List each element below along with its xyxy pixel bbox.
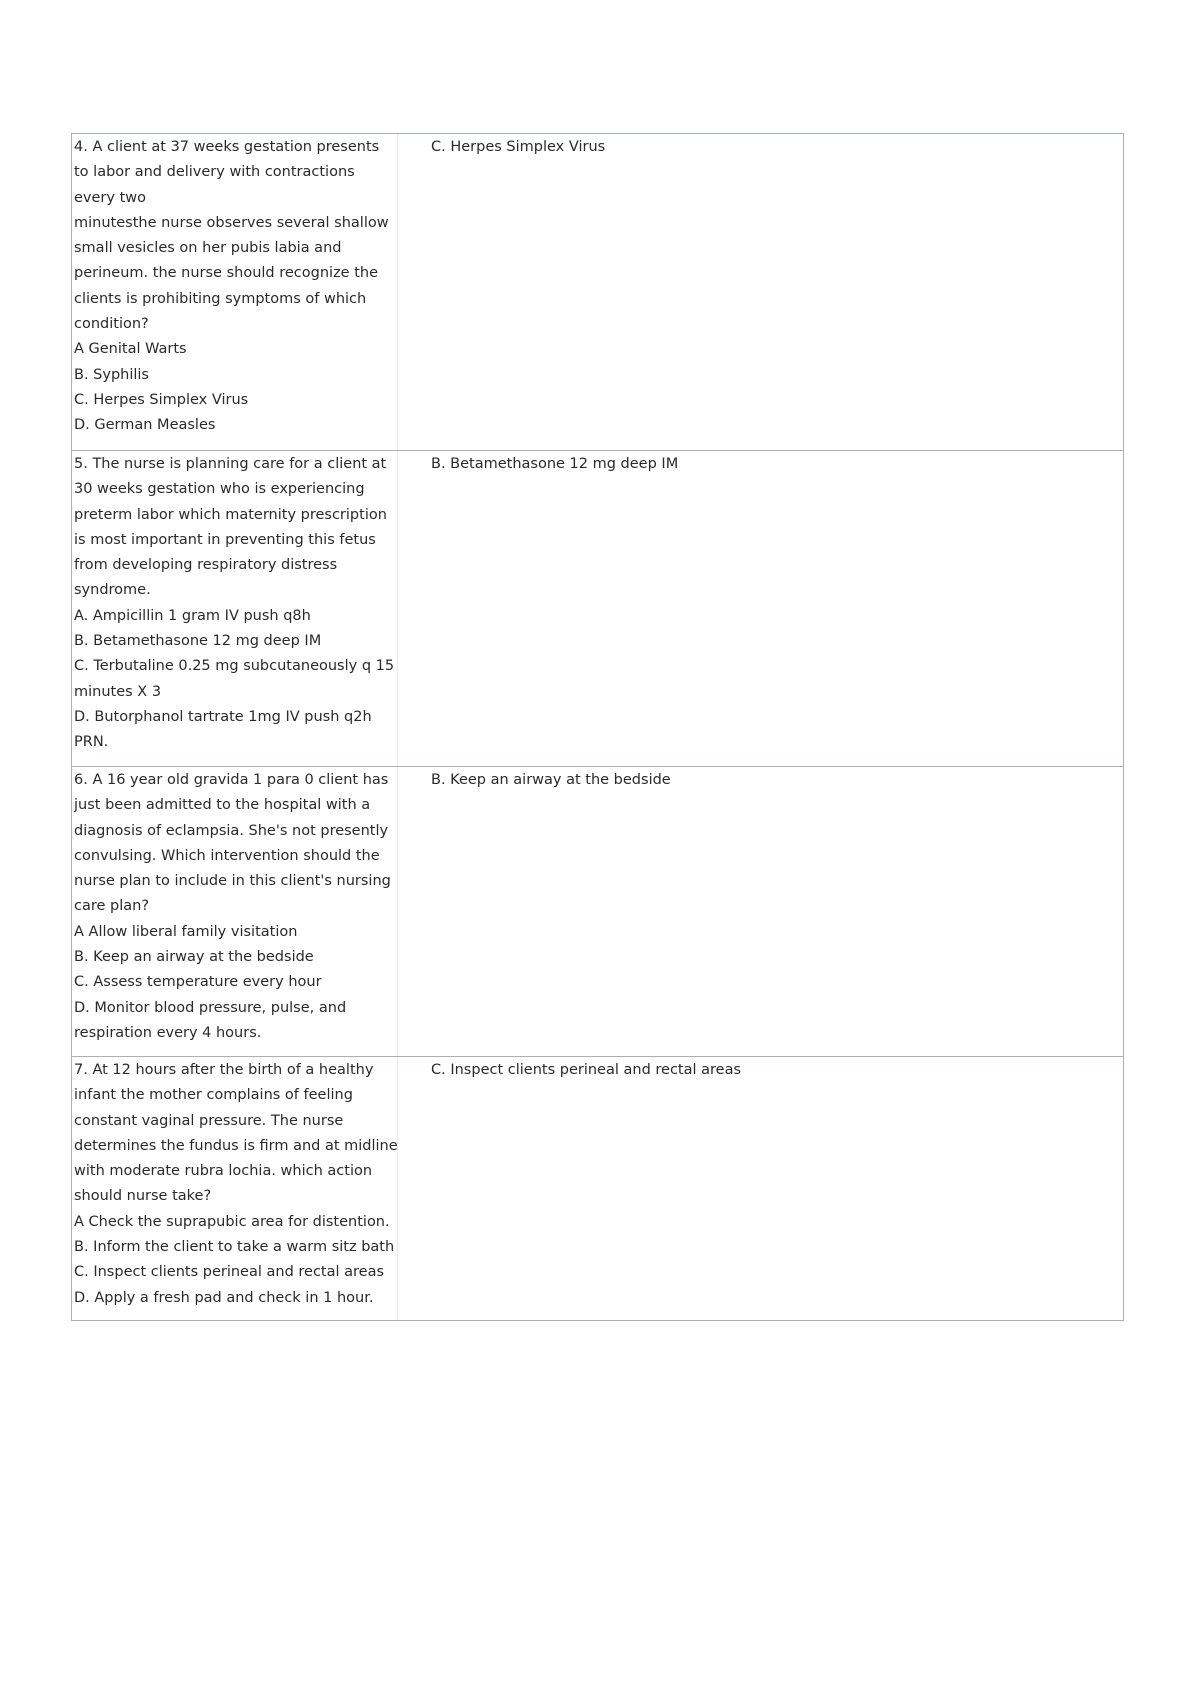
option-d: D. German Measles: [74, 417, 216, 434]
table-row: [72, 134, 1123, 450]
question-line: 4. A client at 37 weeks gestation presents: [74, 139, 380, 155]
option-d: D. Apply a fresh pad and check in 1 hour.: [74, 1289, 374, 1306]
option-d: D. Butorphanol tartrate 1mg IV push q2h: [74, 708, 372, 725]
table-row: [72, 1056, 1123, 1320]
question-answer-table: [71, 133, 1124, 1321]
option-c-continued: minutes X 3: [74, 683, 162, 700]
question-line: with moderate rubra lochia. which action: [74, 1163, 373, 1180]
question-cell: [72, 767, 398, 1056]
question-line: minutesthe nurse observes several shallow: [74, 214, 389, 231]
question-line: 7. At 12 hours after the birth of a healthy: [74, 1062, 374, 1078]
question-line: should nurse take?: [74, 1188, 212, 1205]
question-line: every two: [74, 189, 146, 206]
question-line: clients is prohibiting symptoms of which: [74, 290, 367, 307]
option-a: A. Ampicillin 1 gram IV push q8h: [74, 607, 311, 624]
question-line: from developing respiratory distress: [74, 557, 338, 574]
option-d-continued: PRN.: [74, 734, 109, 751]
question-line: preterm labor which maternity prescription: [74, 506, 387, 523]
option-d-continued: respiration every 4 hours.: [74, 1024, 262, 1041]
answer-text: B. Betamethasone 12 mg deep IM: [431, 456, 679, 472]
question-line: nurse plan to include in this client's nursing: [74, 873, 391, 890]
table-row: [72, 766, 1123, 1056]
question-line: convulsing. Which intervention should the: [74, 847, 380, 864]
question-line: to labor and delivery with contractions: [74, 164, 355, 181]
option-a: A Check the suprapubic area for distention.: [74, 1213, 390, 1230]
question-line: perineum. the nurse should recognize the: [74, 265, 379, 282]
answer-text: B. Keep an airway at the bedside: [431, 772, 671, 788]
question-line: is most important in preventing this fetus: [74, 531, 376, 548]
question-line: diagnosis of eclampsia. She's not presently: [74, 822, 389, 839]
question-line: constant vaginal pressure. The nurse: [74, 1112, 344, 1129]
question-line: small vesicles on her pubis labia and: [74, 240, 342, 257]
answer-cell: [398, 1057, 1123, 1320]
option-a: A Allow liberal family visitation: [74, 923, 298, 940]
question-cell: [72, 1057, 398, 1320]
option-d: D. Monitor blood pressure, pulse, and: [74, 999, 347, 1016]
option-c: C. Inspect clients perineal and rectal areas: [74, 1264, 385, 1281]
question-line: care plan?: [74, 898, 150, 915]
question-line: determines the fundus is firm and at midline: [74, 1137, 398, 1154]
option-b: B. Keep an airway at the bedside: [74, 949, 314, 966]
answer-text: C. Inspect clients perineal and rectal areas: [431, 1062, 742, 1078]
option-b: B. Betamethasone 12 mg deep IM: [74, 633, 322, 650]
question-line: syndrome.: [74, 582, 151, 599]
question-line: 30 weeks gestation who is experiencing: [74, 481, 365, 498]
option-c: C. Terbutaline 0.25 mg subcutaneously q 15: [74, 658, 395, 675]
question-cell: [72, 451, 398, 766]
question-line: 6. A 16 year old gravida 1 para 0 client has: [74, 772, 389, 788]
option-b: B. Syphilis: [74, 366, 149, 383]
option-c: C. Assess temperature every hour: [74, 974, 322, 991]
answer-cell: [398, 134, 1123, 450]
option-a: A Genital Warts: [74, 341, 187, 358]
question-cell: [72, 134, 398, 450]
table-row: [72, 450, 1123, 766]
option-b: B. Inform the client to take a warm sitz bath: [74, 1239, 395, 1256]
question-line: infant the mother complains of feeling: [74, 1087, 353, 1104]
answer-cell: [398, 451, 1123, 766]
question-line: 5. The nurse is planning care for a client at: [74, 456, 387, 472]
answer-cell: [398, 767, 1123, 1056]
question-line: condition?: [74, 316, 149, 333]
question-line: just been admitted to the hospital with a: [74, 797, 371, 814]
answer-text: C. Herpes Simplex Virus: [431, 139, 606, 155]
option-c: C. Herpes Simplex Virus: [74, 391, 249, 408]
